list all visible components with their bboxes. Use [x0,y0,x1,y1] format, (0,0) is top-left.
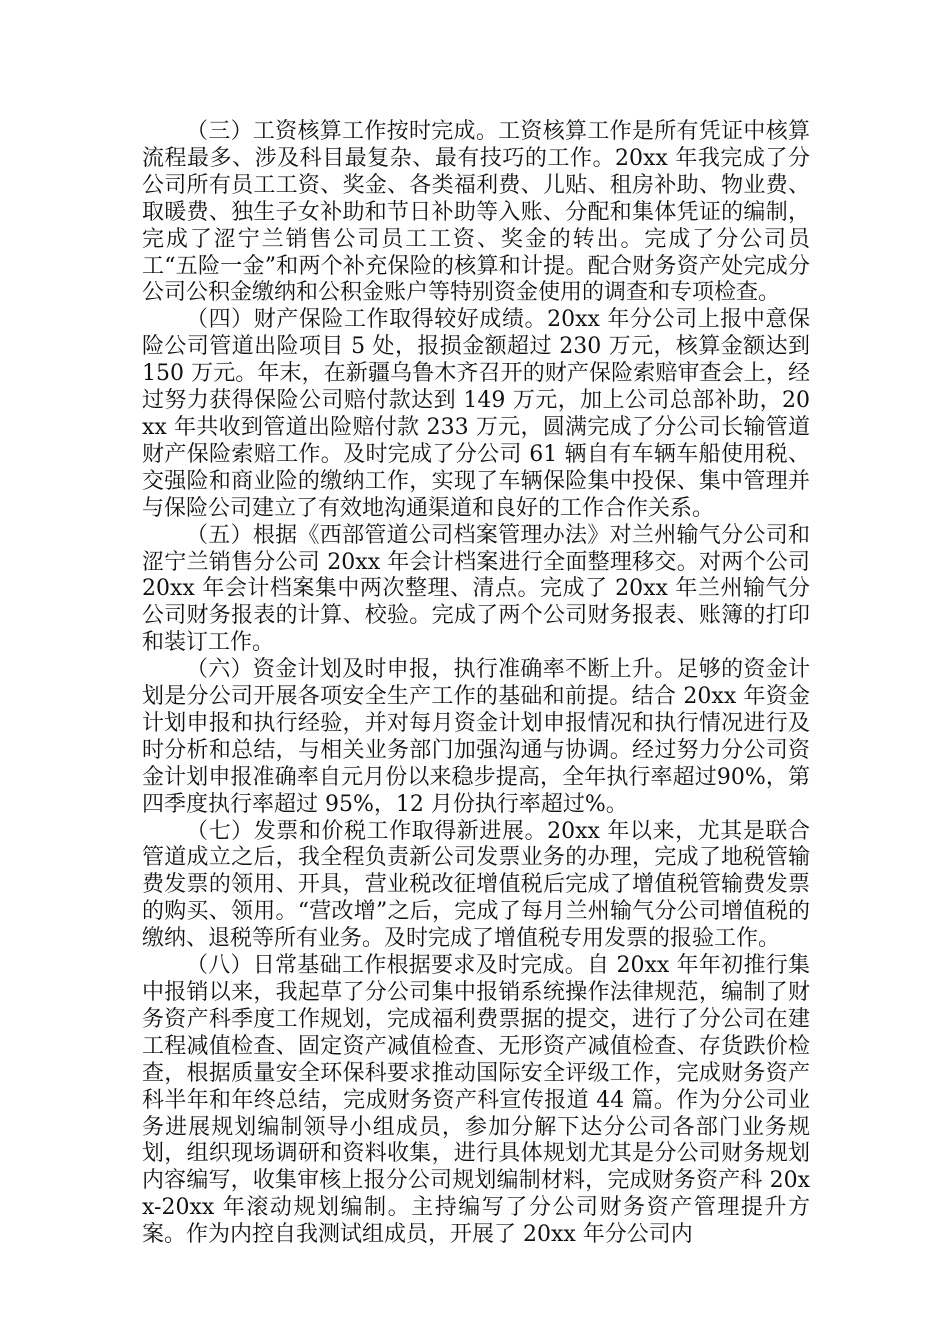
document-body [142,119,810,1249]
paragraph-section-5: （五）根据《西部管道公司档案管理办法》对兰州输气分公司和涩宁兰销售分公司 20xx 年会计档案进行全面整理移交。对两个公司 20xx 年会计档案集中两次整理、清点。完成了 20xx 年兰州输气分公司财务报表的计算、校验。完成了两个公司财务报表、账簿的打印和装订工作。 [142,522,810,656]
paragraph-section-8: （八）日常基础工作根据要求及时完成。自 20xx 年年初推行集中报销以来，我起草了分公司集中报销系统操作法律规范，编制了财务资产科季度工作规划，完成福利费票据的提交，进行了分公司在建工程减值检查、固定资产减值检查、无形资产减值检查、存货跌价检查，根据质量安全环保科要求推动国际安全评级工作，完成财务资产科半年和年终总结，完成财务资产科宣传报道 44 篇。作为分公司业务进展规划编制领导小组成员，参加分解下达分公司各部门业务规划，组织现场调研和资料收集，进行具体规划尤其是分公司财务规划内容编写，收集审核上报分公司规划编制材料，完成财务资产科 20xx-20xx 年滚动规划编制。主持编写了分公司财务资产管理提升方案。作为内控自我测试组成员，开展了 20xx 年分公司内 [142,953,810,1248]
paragraph-section-6: （六）资金计划及时申报，执行准确率不断上升。足够的资金计划是分公司开展各项安全生产工作的基础和前提。结合 20xx 年资金计划申报和执行经验，并对每月资金计划申报情况和执行情况进行及时分析和总结，与相关业务部门加强沟通与协调。经过努力分公司资金计划申报准确率自元月份以来稳步提高，全年执行率超过90%，第四季度执行率超过 95%，12 月份执行率超过%。 [142,657,810,817]
paragraph-section-7: （七）发票和价税工作取得新进展。20xx 年以来，尤其是联合管道成立之后，我全程负责新公司发票业务的办理，完成了地税管输费发票的领用、开具，营业税改征增值税后完成了增值税管输费发票的购买、领用。“营改增”之后，完成了每月兰州输气分公司增值税的缴纳、退税等所有业务。及时完成了增值税专用发票的报验工作。 [142,818,810,952]
paragraph-section-3: （三）工资核算工作按时完成。工资核算工作是所有凭证中核算流程最多、涉及科目最复杂、最有技巧的工作。20xx 年我完成了分公司所有员工工资、奖金、各类福利费、儿贴、租房补助、物业费、取暖费、独生子女补助和节日补助等入账、分配和集体凭证的编制，完成了涩宁兰销售公司员工工资、奖金的转出。完成了分公司员工“五险一金”和两个补充保险的核算和计提。配合财务资产处完成分公司公积金缴纳和公积金账户等特别资金使用的调查和专项检查。 [142,119,810,306]
paragraph-section-4: （四）财产保险工作取得较好成绩。20xx 年分公司上报中意保险公司管道出险项目 5 处，报损金额超过 230 万元，核算金额达到 150 万元。年末，在新疆乌鲁木齐召开的财产保险索赔审查会上，经过努力获得保险公司赔付款达到 149 万元，加上公司总部补助，20xx 年共收到管道出险赔付款 233 万元，圆满完成了分公司长输管道财产保险索赔工作。及时完成了分公司 61 辆自有车辆车船使用税、交强险和商业险的缴纳工作，实现了车辆保险集中投保、集中管理并与保险公司建立了有效地沟通渠道和良好的工作合作关系。 [142,307,810,521]
